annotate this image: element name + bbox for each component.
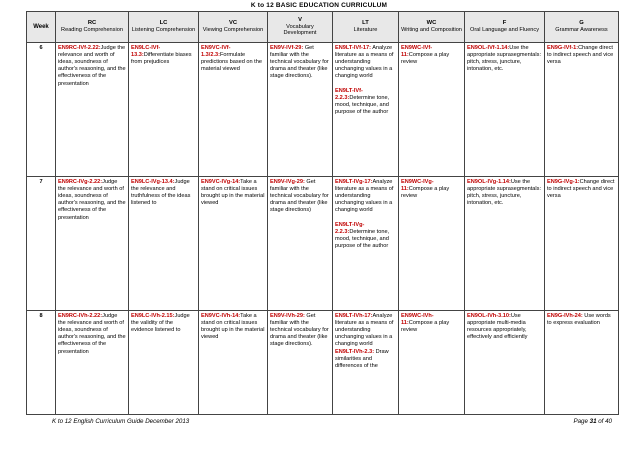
- lt-cell: EN9LT-IVh-17:Analyze literature as a means of understanding unchanging values in a changing world EN9LT-IVh-2.3: Draw similarities and differences of the: [333, 311, 399, 415]
- rc-cell: EN9RC-IVg-2.22:Judge the relevance and worth of ideas, soundness of author's reasoning, and the effectiveness of the presentation: [56, 177, 129, 311]
- table-row: [27, 311, 619, 415]
- header-row: [27, 12, 619, 43]
- header-wc: WC Writing and Composition: [399, 12, 465, 43]
- vc-cell: EN9VC-IVf-1.3/2.3:Formulate predictions based on the material viewed: [199, 43, 268, 177]
- wc-cell: EN9WC-IVf-11:Compose a play review: [399, 43, 465, 177]
- week-cell: 7: [27, 177, 56, 311]
- vc-cell: EN9VC-IVg-14:Take a stand on critical issues brought up in the material viewed: [199, 177, 268, 311]
- lc-cell: EN9LC-IVf-13.3:Differentiate biases from prejudices: [129, 43, 199, 177]
- table-row: [27, 177, 619, 311]
- footer-guide-label: K to 12 English Curriculum Guide December 2013: [52, 418, 190, 425]
- header-week: Week: [27, 12, 56, 43]
- f-cell: EN9OL-IVh-3.10:Use appropriate multi-media resources appropriately, effectively and efficiently: [465, 311, 545, 415]
- g-cell: EN9G-IVh-24: Use words to express evaluation: [545, 311, 619, 415]
- lc-cell: EN9LC-IVg-13.4:Judge the relevance and truthfulness of the ideas listened to: [129, 177, 199, 311]
- table-row: [27, 43, 619, 177]
- rc-cell: EN9RC-IVf-2.22:Judge the relevance and worth of ideas, soundness of author's reasoning, and the effectiveness of the presentation: [56, 43, 129, 177]
- header-g: G Grammar Awareness: [545, 12, 619, 43]
- g-cell: EN9G-IVg-1:Change direct to indirect speech and vice versa: [545, 177, 619, 311]
- v-cell: EN9V-IVf-29: Get familiar with the technical vocabulary for drama and theater (like stage directions).: [268, 43, 333, 177]
- rc-cell: EN9RC-IVh-2.22:Judge the relevance and worth of ideas, soundness of author's reasoning, and the effectiveness of the presentation: [56, 311, 129, 415]
- g-cell: EN9G-IVf-1:Change direct to indirect speech and vice versa: [545, 43, 619, 177]
- v-cell: EN9V-IVg-29: Get familiar with the technical vocabulary for drama and theater (like stage directions): [268, 177, 333, 311]
- header-v: V Vocabulary Development: [268, 12, 333, 43]
- lt-cell: EN9LT-IVg-17:Analyze literature as a means of understanding unchanging values in a changing world EN9LT-IVg-2.2.3:Determine tone, mood, technique, and purpose of the author: [333, 177, 399, 311]
- week-cell: 6: [27, 43, 56, 177]
- footer-page-number: Page 31 of 40: [573, 418, 612, 425]
- curriculum-table: [26, 11, 619, 415]
- v-cell: EN9V-IVh-29: Get familiar with the technical vocabulary for drama and theater (like stage directions).: [268, 311, 333, 415]
- header-rc: RC Reading Comprehension: [56, 12, 129, 43]
- wc-cell: EN9WC-IVh-11:Compose a play review: [399, 311, 465, 415]
- header-lt: LT Literature: [333, 12, 399, 43]
- lt-cell: EN9LT-IVf-17: Analyze literature as a means of understanding unchanging values in a changing world EN9LT-IVf-2.2.3:Determine tone, mood, technique, and purpose of the author: [333, 43, 399, 177]
- lc-cell: EN9LC-IVh-2.15:Judge the validity of the evidence listened to: [129, 311, 199, 415]
- f-cell: EN9OL-IVf-1.14:Use the appropriate suprasegmentals: pitch, stress, juncture, intonation, etc.: [465, 43, 545, 177]
- vc-cell: EN9VC-IVh-14:Take a stand on critical issues brought up in the material viewed: [199, 311, 268, 415]
- header-lc: LC Listening Comprehension: [129, 12, 199, 43]
- f-cell: EN9OL-IVg-1.14:Use the appropriate suprasegmentals: pitch, stress, juncture, intonation, etc.: [465, 177, 545, 311]
- header-vc: VC Viewing Comprehension: [199, 12, 268, 43]
- header-f: F Oral Language and Fluency: [465, 12, 545, 43]
- wc-cell: EN9WC-IVg-11:Compose a play review: [399, 177, 465, 311]
- document-title: K to 12 BASIC EDUCATION CURRICULUM: [250, 2, 388, 9]
- week-cell: 8: [27, 311, 56, 415]
